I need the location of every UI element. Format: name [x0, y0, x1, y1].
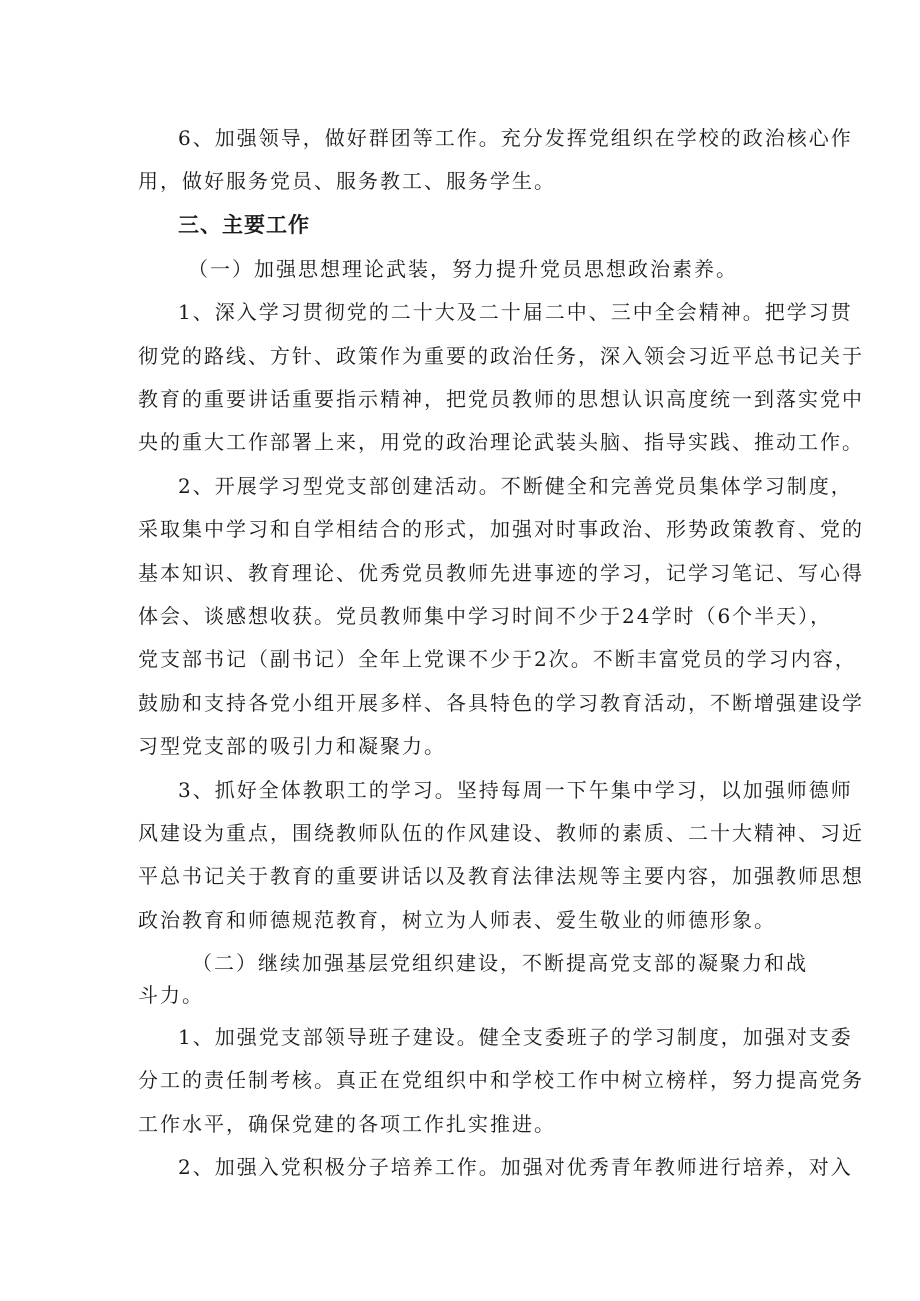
paragraph-line: 党支部书记（副书记）全年上党课不少于2次。不断丰富党员的学习内容， [138, 647, 857, 671]
paragraph-line: 分工的责任制考核。真正在党组织中和学校工作中树立榜样，努力提高党务 [138, 1068, 864, 1092]
paragraph-line: 央的重大工作部署上来，用党的政治理论武装头脑、指导实践、推动工作。 [138, 430, 864, 454]
paragraph-line: 2、开展学习型党支部创建活动。不断健全和完善党员集体学习制度， [178, 474, 853, 498]
paragraph-line: 2、加强入党积极分子培养工作。加强对优秀青年教师进行培养，对入 [178, 1155, 853, 1179]
paragraph-line: 风建设为重点，围绕教师队伍的作风建设、教师的素质、二十大精神、习近 [138, 821, 864, 845]
paragraph-line: 鼓励和支持各党小组开展多样、各具特色的学习教育活动，不断增强建设学 [138, 691, 864, 715]
paragraph-line: 基本知识、教育理论、优秀党员教师先进事迹的学习，记学习笔记、写心得 [138, 561, 864, 585]
subsection-heading: （二）继续加强基层党组织建设，不断提高党支部的凝聚力和战 [192, 951, 808, 975]
subsection-heading: 斗力。 [138, 983, 204, 1007]
paragraph-line: 3、抓好全体教职工的学习。坚持每周一下午集中学习，以加强师德师 [178, 778, 853, 802]
paragraph-line: 教育的重要讲话重要指示精神，把党员教师的思想认识高度统一到落实党中 [138, 387, 864, 411]
paragraph-line: 习型党支部的吸引力和凝聚力。 [138, 734, 446, 758]
paragraph-line: 用，做好服务党员、服务教工、服务学生。 [138, 169, 556, 193]
paragraph-line: 6、加强领导，做好群团等工作。充分发挥党组织在学校的政治核心作 [178, 126, 853, 150]
paragraph-line: 体会、谈感想收获。党员教师集中学习时间不少于24学时（6个半天）， [138, 604, 833, 628]
paragraph-line: 1、深入学习贯彻党的二十大及二十届二中、三中全会精神。把学习贯 [178, 300, 853, 324]
paragraph-line: 平总书记关于教育的重要讲话以及教育法律法规等主要内容，加强教师思想 [138, 864, 864, 888]
paragraph-line: 1、加强党支部领导班子建设。健全支委班子的学习制度，加强对支委 [178, 1025, 853, 1049]
paragraph-line: 采取集中学习和自学相结合的形式，加强对时事政治、形势政策教育、党的 [138, 517, 864, 541]
paragraph-line: 彻党的路线、方针、政策作为重要的政治任务，深入领会习近平总书记关于 [138, 344, 864, 368]
paragraph-line: 工作水平，确保党建的各项工作扎实推进。 [138, 1112, 556, 1136]
paragraph-line: 政治教育和师德规范教育，树立为人师表、爱生敬业的师德形象。 [138, 908, 776, 932]
section-heading: 三、主要工作 [178, 213, 310, 237]
subsection-heading: （一）加强思想理论武装，努力提升党员思想政治素养。 [188, 257, 738, 281]
